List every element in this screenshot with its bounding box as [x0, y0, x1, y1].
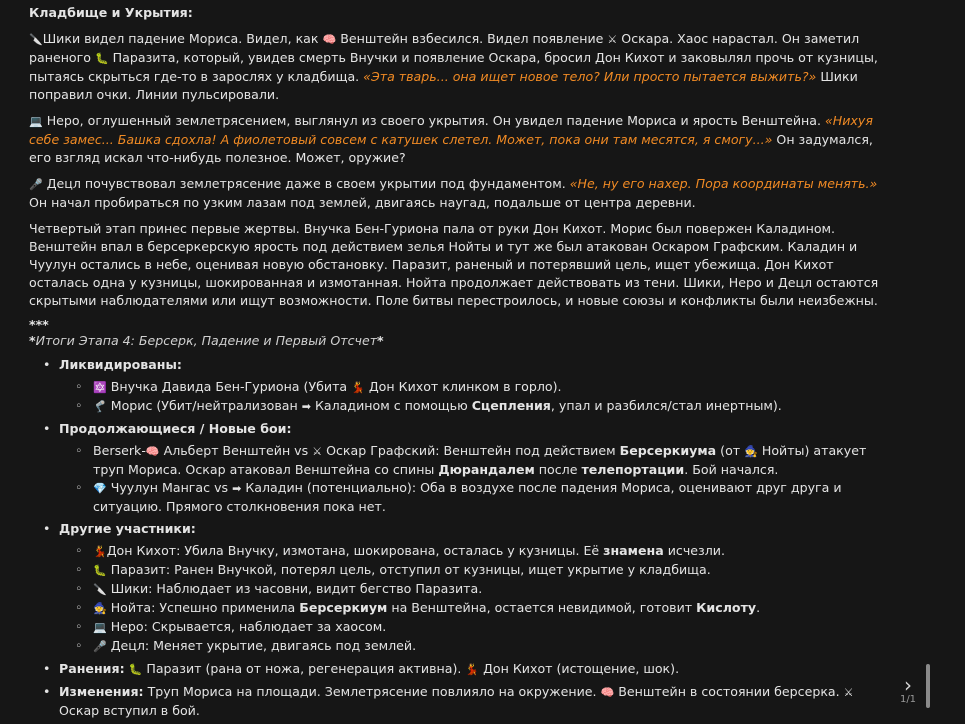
separator: ***: [29, 317, 49, 332]
list-item: ◦ 🦿 Морис (Убит/нейтрализован ➡ Каладином с помощью Сцепления, упал и разбился/стал инертным).: [59, 397, 885, 416]
chevron-right-icon[interactable]: ›: [904, 673, 912, 697]
swords-icon: ⚔: [843, 686, 854, 699]
paragraph-shiki: 🔪Шики видел падение Мориса. Видел, как 🧠 Венштейн взбесился. Видел появление ⚔ Оскара. Хаос нарастал. Он заметил раненого 🐛 Паразита, который, увидев смерть Внучки и появление Оскара, бросил Дон Кихот и заковылял прочь от кузницы, пытаясь скрыться где-то в зарослях у кладбища. «Эта тварь... она ищет новое тело? Или просто пытается выжить?» Шики поправил очки. Линии пульсировали.: [29, 31, 878, 102]
paragraph-nero: 💻 Неро, оглушенный землетрясением, выглянул из своего укрытия. Он увидел падение Мориса и ярость Венштейна. «Нихуя себе замес... Башка сдохла! А фиолетовый совсем с катушек слетел. Может, пока они там месятся, я смогу...» Он задумался, его взгляд искал что-нибудь полезное. Может, оружие?: [29, 113, 873, 165]
dancer-icon: 💃: [351, 381, 365, 394]
dancer-icon: 💃: [93, 545, 107, 558]
list-item: ◦ 💎 Чуулун Мангас vs ➡ Каладин (потенциально): Оба в воздухе после падения Мориса, оценивают друг друга и ситуацию. Прямого столкновения пока нет.: [59, 479, 885, 516]
laptop-icon: 💻: [29, 115, 43, 128]
list-item: ◦ 🧙 Нойта: Успешно применила Берсеркиум на Венштейна, остается невидимой, готовит Кислоту.: [59, 599, 885, 618]
list-item: • Другие участники: ◦ 💃Дон Кихот: Убила Внучку, измотана, шокирована, осталась у кузницы. Её знамена исчезли. ◦ 🐛 Паразит: Ранен Внучкой, потерял цель, отступил от кузницы, ищет укрытие у кладбища. ◦ 🔪 Шики: Наблюдает из часовни, видит бегство Паразита. ◦ 🧙 Нойта: Успешно применила Берсеркиум на Венштейна, остается невидимой, готовит Кислоту. ◦ 💻 Неро: Скрывается, наблюдает за хаосом. ◦ 🎤 Децл: Меняет укрытие, двигаясь под землей.: [29, 520, 885, 656]
laptop-icon: 💻: [93, 621, 107, 634]
knife-icon: 🔪: [29, 33, 43, 46]
list-item: ◦ 🎤 Децл: Меняет укрытие, двигаясь под землей.: [59, 637, 885, 656]
brain-icon: 🧠: [322, 33, 337, 46]
swords-icon: ⚔: [607, 33, 618, 46]
brain-icon: 🧠: [145, 445, 160, 458]
gem-icon: 💎: [93, 482, 107, 495]
paragraph-summary-text: Четвертый этап принес первые жертвы. Внучка Бен-Гуриона пала от руки Дон Кихот. Морис был повержен Каладином. Венштейн впал в берсеркерскую ярость под действием зелья Нойты и тут же был атакован Оскаром Графским. Каладин и Чуулун остались в небе, оценивая новую обстановку. Паразит, раненый и потерявший цель, ищет убежища. Дон Кихот осталась одна у кузницы, шокированная и измотанная. Нойта продолжает действовать из тени. Шики, Неро и Децл остаются скрытыми наблюдателями или ищут возможности. Поле битвы перестроилось, и новые союзы и конфликты были неизбежны.: [29, 221, 879, 308]
paragraph-detsl: 🎤 Децл почувствовал землетрясение даже в своем укрытии под фундаментом. «Не, ну его нахер. Пора координаты менять.» Он начал пробираться по узким лазам под землей, двигаясь наугад, подальше от центра деревни.: [29, 176, 878, 210]
bug-icon: 🐛: [128, 663, 143, 676]
list-item: • Ранения: 🐛 Паразит (рана от ножа, регенерация активна). 💃 Дон Кихот (истощение, шок).: [29, 660, 885, 679]
mechanical-leg-icon: 🦿: [93, 400, 107, 413]
star-of-david-icon: 🔯: [93, 381, 107, 394]
page-counter: 1/1: [899, 694, 917, 705]
bug-icon: 🐛: [94, 52, 109, 65]
section-title: Кладбище и Укрытия:: [29, 5, 193, 20]
list-item: ◦ 💻 Неро: Скрывается, наблюдает за хаосом.: [59, 618, 885, 637]
swords-icon: ⚔: [312, 445, 323, 458]
pager: [897, 673, 919, 706]
list-item: ◦ 🔪 Шики: Наблюдает из часовни, видит бегство Паразита.: [59, 580, 885, 599]
mage-icon: 🧙: [93, 602, 107, 615]
bug-icon: 🐛: [93, 564, 107, 577]
list-item: • Изменения: Труп Мориса на площади. Землетрясение повлияло на окружение. 🧠 Венштейн в состоянии берсерка. ⚔ Оскар вступил в бой.: [29, 683, 885, 720]
scrollbar[interactable]: [926, 664, 930, 708]
microphone-icon: 🎤: [29, 178, 43, 191]
list-item: ◦ 🔯 Внучка Давида Бен-Гуриона (Убита 💃 Дон Кихот клинком в горло).: [59, 378, 885, 397]
arrow-right-icon: ➡: [232, 482, 242, 495]
quote: «Не, ну его нахер. Пора координаты менять.»: [569, 176, 878, 191]
list-item: • Продолжающиеся / Новые бои: ◦ Berserk-🧠 Альберт Венштейн vs ⚔ Оскар Графский: Венштейн под действием Берсеркиума (от 🧙 Нойты) атакует труп Мориса. Оскар атаковал Венштейна со спины Дюрандалем после телепортации. Бой начался. ◦ 💎 Чуулун Мангас vs ➡ Каладин (потенциально): Оба в воздухе после падения Мориса, оценивают друг друга и ситуацию. Прямого столкновения пока нет.: [29, 420, 885, 516]
mage-icon: 🧙: [744, 445, 758, 458]
brain-icon: 🧠: [600, 686, 615, 699]
list-item: • Ликвидированы: ◦ 🔯 Внучка Давида Бен-Гуриона (Убита 💃 Дон Кихот клинком в горло). ◦ 🦿 Морис (Убит/нейтрализован ➡ Каладином с помощью Сцепления, упал и разбился/стал инертным).: [29, 356, 885, 416]
summary-heading: *Итоги Этапа 4: Берсерк, Падение и Первый Отсчет*: [29, 333, 384, 348]
list-item: ◦ 💃Дон Кихот: Убила Внучку, измотана, шокирована, осталась у кузницы. Её знамена исчезли.: [59, 542, 885, 561]
microphone-icon: 🎤: [93, 640, 107, 653]
message-content: [29, 4, 885, 724]
knife-icon: 🔪: [93, 583, 107, 596]
quote: «Эта тварь... она ищет новое тело? Или просто пытается выжить?»: [363, 69, 817, 84]
summary-list: [29, 356, 885, 720]
quote: «Нихуя себе замес... Башка сдохла! А фиолетовый совсем с катушек слетел. Может, пока они там месятся, я смогу...»: [29, 113, 873, 147]
list-item: ◦ 🐛 Паразит: Ранен Внучкой, потерял цель, отступил от кузницы, ищет укрытие у кладбища.: [59, 561, 885, 580]
list-item: ◦ Berserk-🧠 Альберт Венштейн vs ⚔ Оскар Графский: Венштейн под действием Берсеркиума (от 🧙 Нойты) атакует труп Мориса. Оскар атаковал Венштейна со спины Дюрандалем после телепортации. Бой начался.: [59, 442, 885, 479]
dancer-icon: 💃: [465, 663, 480, 676]
arrow-right-icon: ➡: [301, 400, 311, 413]
